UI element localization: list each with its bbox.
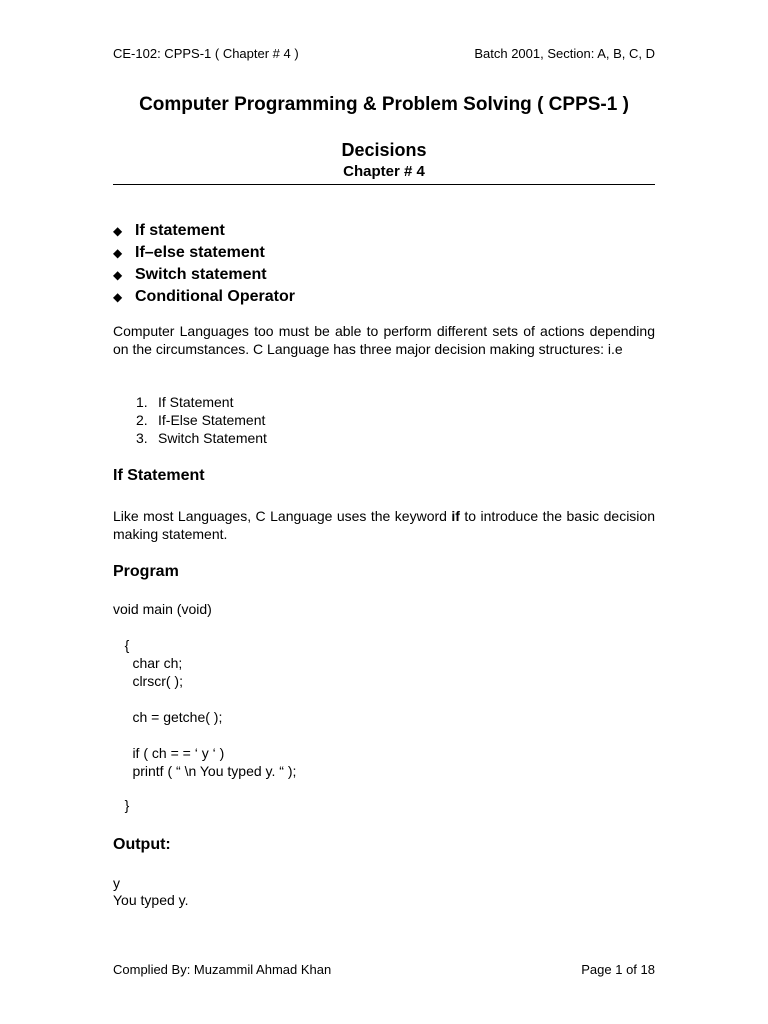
footer-author: Complied By: Muzammil Ahmad Khan bbox=[113, 962, 332, 977]
intro-paragraph: Computer Languages too must be able to perform different sets of actions depending on the circumstances. C Language has three major decision making structures: i.e bbox=[113, 323, 655, 357]
diamond-bullet-icon: ◆ bbox=[113, 246, 123, 260]
diamond-bullet-icon: ◆ bbox=[113, 224, 123, 238]
list-item: 3. Switch Statement bbox=[136, 430, 267, 446]
code-line: { bbox=[113, 637, 130, 653]
keyword-if: if bbox=[451, 508, 460, 524]
if-statement-heading: If Statement bbox=[113, 467, 205, 484]
topic-title: Decisions bbox=[341, 140, 427, 160]
diamond-bullet-icon: ◆ bbox=[113, 290, 123, 304]
header-course: CE-102: CPPS-1 ( Chapter # 4 ) bbox=[113, 46, 299, 61]
bullet-item: ◆ If–else statement bbox=[113, 242, 655, 264]
chapter-label: Chapter # 4 bbox=[343, 163, 425, 180]
code-line: } bbox=[113, 797, 130, 813]
output-heading: Output: bbox=[113, 836, 171, 853]
list-item: 2. If-Else Statement bbox=[136, 412, 266, 428]
diamond-bullet-icon: ◆ bbox=[113, 268, 123, 282]
bullet-item: ◆ Conditional Operator bbox=[113, 286, 655, 308]
program-heading: Program bbox=[113, 563, 179, 580]
bullet-item: ◆ If statement bbox=[113, 220, 655, 242]
code-line: void main (void) bbox=[113, 601, 212, 617]
title-divider bbox=[113, 184, 655, 185]
code-line: char ch; bbox=[113, 655, 183, 671]
code-line: ch = getche( ); bbox=[113, 709, 223, 725]
if-statement-paragraph: Like most Languages, C Language uses the keyword if to introduce the basic decision making statement. bbox=[113, 508, 655, 542]
page-number: Page 1 of 18 bbox=[581, 962, 655, 977]
code-line: printf ( “ \n You typed y. “ ); bbox=[113, 763, 297, 779]
output-line: You typed y. bbox=[113, 892, 189, 908]
topic-bullet-list bbox=[113, 220, 655, 308]
output-line: y bbox=[113, 875, 120, 891]
bullet-item: ◆ Switch statement bbox=[113, 264, 655, 286]
document-title: Computer Programming & Problem Solving ( CPPS-1 ) bbox=[139, 94, 629, 115]
code-line: if ( ch = = ‘ y ‘ ) bbox=[113, 745, 225, 761]
structures-list bbox=[136, 393, 267, 447]
header-batch: Batch 2001, Section: A, B, C, D bbox=[474, 46, 655, 61]
code-line: clrscr( ); bbox=[113, 673, 183, 689]
list-item: 1. If Statement bbox=[136, 394, 234, 410]
